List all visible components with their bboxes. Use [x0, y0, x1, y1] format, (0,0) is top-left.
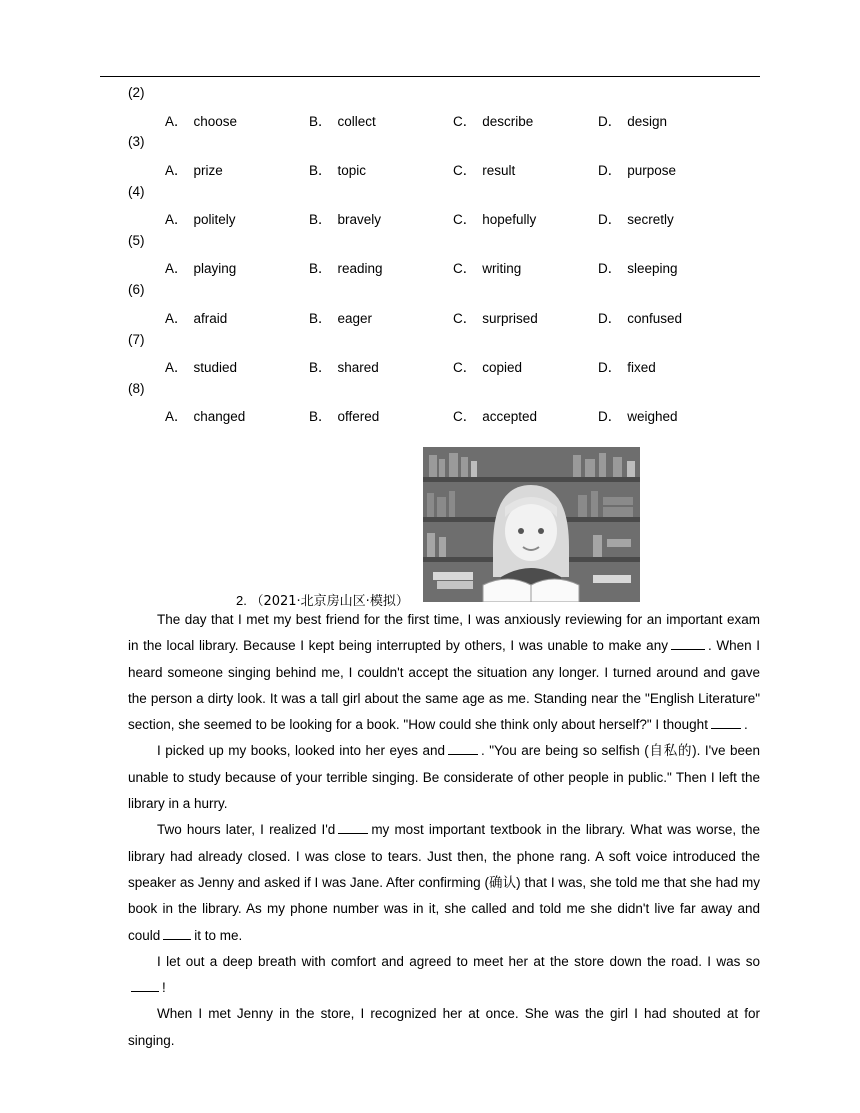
girl-reading-illustration: [423, 447, 640, 602]
option-key: C．: [453, 162, 477, 178]
answer-option[interactable]: [309, 405, 379, 425]
option-text: topic: [337, 162, 367, 178]
option-text: prize: [193, 162, 223, 178]
answer-option[interactable]: [165, 208, 236, 228]
answer-blank-6[interactable]: [131, 979, 159, 992]
paragraph-1: [128, 607, 760, 738]
option-key: C．: [453, 261, 477, 277]
answer-option[interactable]: [453, 356, 522, 376]
option-text: sleeping: [627, 261, 678, 277]
option-key: D．: [598, 409, 622, 425]
option-key: C．: [453, 409, 477, 425]
reading-passage: [128, 607, 760, 1054]
option-key: D．: [598, 162, 622, 178]
option-text: choose: [193, 113, 238, 129]
p3-text-a: Two hours later, I realized I'd: [157, 822, 336, 838]
option-key: A．: [165, 212, 188, 228]
option-key: D．: [598, 360, 622, 375]
question-source: （2021·北京房山区·模拟）: [250, 594, 409, 609]
answer-blank-3[interactable]: [448, 742, 478, 755]
option-key: A．: [165, 261, 188, 277]
option-key: B．: [309, 261, 332, 277]
option-key: B．: [309, 162, 332, 178]
option-text: reading: [337, 261, 383, 277]
answer-option[interactable]: [309, 208, 381, 228]
answer-option[interactable]: [598, 356, 656, 376]
option-key: B．: [309, 409, 332, 425]
option-text: afraid: [193, 310, 228, 326]
answer-option[interactable]: [165, 257, 236, 277]
answer-option[interactable]: [453, 110, 533, 130]
question-number: (8): [128, 380, 145, 396]
answer-option[interactable]: [453, 257, 521, 277]
option-text: bravely: [337, 212, 382, 228]
question-number: (6): [128, 282, 145, 298]
paragraph-3: [128, 817, 760, 948]
answer-option[interactable]: [598, 405, 678, 425]
option-text: offered: [337, 409, 380, 425]
answer-option[interactable]: [453, 307, 538, 327]
option-text: shared: [337, 360, 379, 375]
option-text: describe: [482, 113, 534, 129]
option-key: A．: [165, 310, 188, 326]
option-text: hopefully: [482, 212, 537, 228]
option-text: result: [482, 162, 516, 178]
option-key: D．: [598, 310, 622, 326]
paragraph-5: When I met Jenny in the store, I recognized her at once. She was the girl I had shouted at for singing.: [128, 1006, 760, 1048]
answer-option[interactable]: [453, 208, 536, 228]
answer-option[interactable]: [309, 356, 379, 376]
option-text: changed: [193, 409, 246, 425]
option-text: politely: [193, 212, 236, 228]
answer-option[interactable]: [165, 307, 227, 327]
answer-option[interactable]: [598, 208, 674, 228]
answer-blank-1[interactable]: [671, 637, 705, 650]
header-rule: [100, 76, 760, 77]
option-key: B．: [309, 212, 332, 228]
answer-option[interactable]: [598, 307, 682, 327]
option-text: purpose: [627, 162, 677, 178]
answer-option[interactable]: [309, 307, 372, 327]
option-text: eager: [337, 310, 373, 326]
answer-option[interactable]: [165, 110, 237, 130]
answer-blank-2[interactable]: [711, 716, 741, 729]
paragraph-4: [128, 949, 760, 1002]
option-key: A．: [165, 162, 188, 178]
answer-option[interactable]: [598, 159, 676, 179]
option-text: collect: [337, 113, 376, 129]
answer-option[interactable]: [165, 405, 245, 425]
question-number: (5): [128, 232, 145, 248]
option-text: fixed: [627, 360, 656, 375]
option-text: copied: [482, 360, 523, 375]
option-text: design: [627, 113, 668, 129]
option-key: D．: [598, 261, 622, 277]
option-text: studied: [193, 360, 238, 375]
question-number: (7): [128, 331, 145, 347]
answer-blank-5[interactable]: [163, 927, 191, 940]
paragraph-2: [128, 738, 760, 817]
p4-text-b: !: [162, 980, 166, 996]
p3-text-c: it to me.: [194, 927, 243, 943]
option-key: A．: [165, 113, 188, 129]
answer-option[interactable]: [165, 159, 223, 179]
option-key: A．: [165, 360, 188, 375]
option-key: D．: [598, 212, 622, 228]
answer-option[interactable]: [309, 257, 383, 277]
option-text: surprised: [482, 310, 538, 326]
question-number: (2): [128, 85, 145, 100]
option-key: B．: [309, 360, 332, 375]
p1-text-b: . When I heard someone singing behind me, I couldn't accept the situation any longer. I turned around and gave the person a dirty look. It was a tall girl about the same age as me. Standing near the "English Literature" section, she seemed to be looking for a book. "How could she think only about herself?" I thought: [128, 638, 760, 733]
answer-option[interactable]: [598, 110, 667, 130]
option-key: D．: [598, 113, 622, 129]
option-key: C．: [453, 113, 477, 129]
question-number: (3): [128, 134, 145, 150]
question-number: (4): [128, 183, 145, 199]
option-text: playing: [193, 261, 237, 277]
answer-option[interactable]: [453, 159, 515, 179]
option-text: weighed: [627, 409, 678, 425]
question-number: 2.: [236, 593, 247, 608]
answer-option[interactable]: [453, 405, 537, 425]
p4-text-a: I let out a deep breath with comfort and agreed to meet her at the store down the road. I was so: [157, 953, 760, 969]
answer-option[interactable]: [309, 159, 366, 179]
option-key: B．: [309, 113, 332, 129]
p2-text-a: I picked up my books, looked into her eyes and: [157, 743, 445, 759]
option-key: C．: [453, 360, 477, 375]
answer-option[interactable]: [309, 110, 376, 130]
p1-text-c: .: [743, 717, 748, 733]
option-text: accepted: [482, 409, 538, 425]
option-key: C．: [453, 310, 477, 326]
answer-option[interactable]: [598, 257, 678, 277]
option-text: secretly: [627, 212, 674, 228]
option-text: confused: [627, 310, 683, 326]
answer-option[interactable]: [165, 356, 237, 376]
p3-text-b: my most important textbook in the library. What was worse, the library had already closed. I was close to tears. Just then, the phone rang. A soft voice introduced the speaker as Jenny and asked if I was Jane. After confirming (确认) that I was, she told me that she had my book in the library. As my phone number was in it, she called and told me she didn't live far away and could: [128, 822, 760, 943]
option-key: B．: [309, 310, 332, 326]
p2-text-b: . "You are being so selfish (自私的). I've been unable to study because of your terrible singing. Be considerate of other people in public." Then I left the library in a hurry.: [128, 743, 760, 812]
p1-text-a: The day that I met my best friend for the first time, I was anxiously reviewing for an important exam in the local library. Because I kept being interrupted by others, I was unable to make any: [128, 612, 760, 654]
answer-blank-4[interactable]: [338, 821, 368, 834]
option-key: C．: [453, 212, 477, 228]
option-text: writing: [482, 261, 522, 277]
option-key: A．: [165, 409, 188, 425]
